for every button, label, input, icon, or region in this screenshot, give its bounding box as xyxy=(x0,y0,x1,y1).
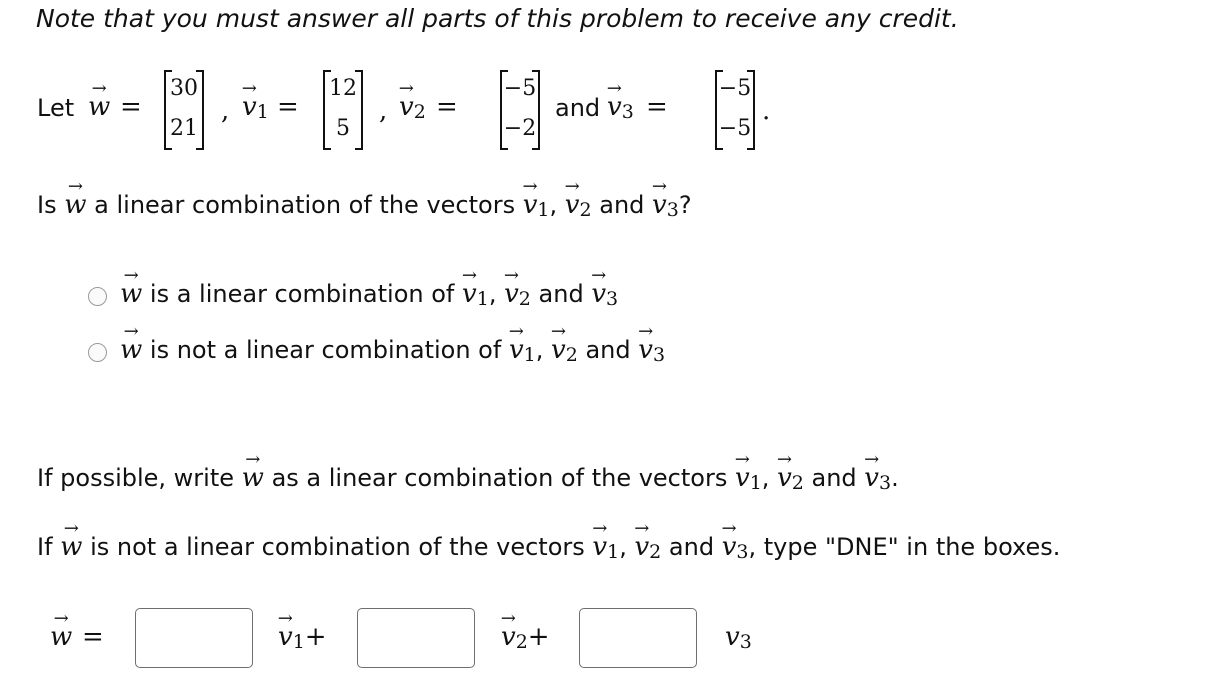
v3-symbol: → v3 xyxy=(607,92,634,123)
w-symbol: → w xyxy=(88,92,110,122)
v2-vector-entry-1: −5 xyxy=(503,76,537,101)
v3-vector-entry-1: −5 xyxy=(718,76,752,101)
v1-vector-matrix xyxy=(323,70,363,150)
option-label-2[interactable]: → w is not a linear combination of → v1, → v2 and → v3 xyxy=(120,335,665,366)
credit-note: Note that you must answer all parts of this problem to receive any credit. xyxy=(36,4,959,33)
v3-vector-matrix xyxy=(715,70,755,150)
let-label: Let xyxy=(37,94,75,122)
question-text: Is → w a linear combination of the vectors → v1, → v2 and → v3? xyxy=(37,190,692,221)
v3-term: v3 xyxy=(725,622,752,653)
and-label: and xyxy=(555,94,601,122)
v1-term: → v1+ xyxy=(278,622,327,653)
v2-vector-entry-2: −2 xyxy=(503,116,537,141)
v2-vector-matrix xyxy=(500,70,540,150)
v2-symbol: → v2 xyxy=(399,92,426,123)
v1-vector-entry-1: 12 xyxy=(329,76,357,101)
v3-vector-entry-2: −5 xyxy=(718,116,752,141)
period: . xyxy=(762,96,771,126)
equals-sign: = xyxy=(436,92,458,122)
w-vector-entry-1: 30 xyxy=(170,76,198,101)
comma: , xyxy=(221,96,230,126)
instruction-line-2: If → w is not a linear combination of the vectors → v1, → v2 and → v3, type "DNE" in the boxes. xyxy=(37,532,1060,563)
equals-sign: = xyxy=(277,92,299,122)
v1-symbol: → v1 xyxy=(242,92,269,123)
v2-term: → v2+ xyxy=(501,622,550,653)
comma: , xyxy=(379,96,388,126)
v1-vector-entry-2: 5 xyxy=(336,116,350,141)
w-vector-entry-2: 21 xyxy=(170,116,198,141)
coefficient-v2-input[interactable] xyxy=(357,608,475,668)
w-vector-matrix xyxy=(164,70,204,150)
answer-w-symbol: → w xyxy=(50,622,72,652)
option-radio-1[interactable] xyxy=(88,287,107,306)
coefficient-v1-input[interactable] xyxy=(135,608,253,668)
option-label-1[interactable]: → w is a linear combination of → v1, → v2 and → v3 xyxy=(120,279,618,310)
answer-equals-sign: = xyxy=(82,622,104,652)
option-radio-2[interactable] xyxy=(88,343,107,362)
instruction-line-1: If possible, write → w as a linear combination of the vectors → v1, → v2 and → v3. xyxy=(37,463,899,494)
equals-sign: = xyxy=(120,92,142,122)
coefficient-v3-input[interactable] xyxy=(579,608,697,668)
equals-sign: = xyxy=(646,92,668,122)
